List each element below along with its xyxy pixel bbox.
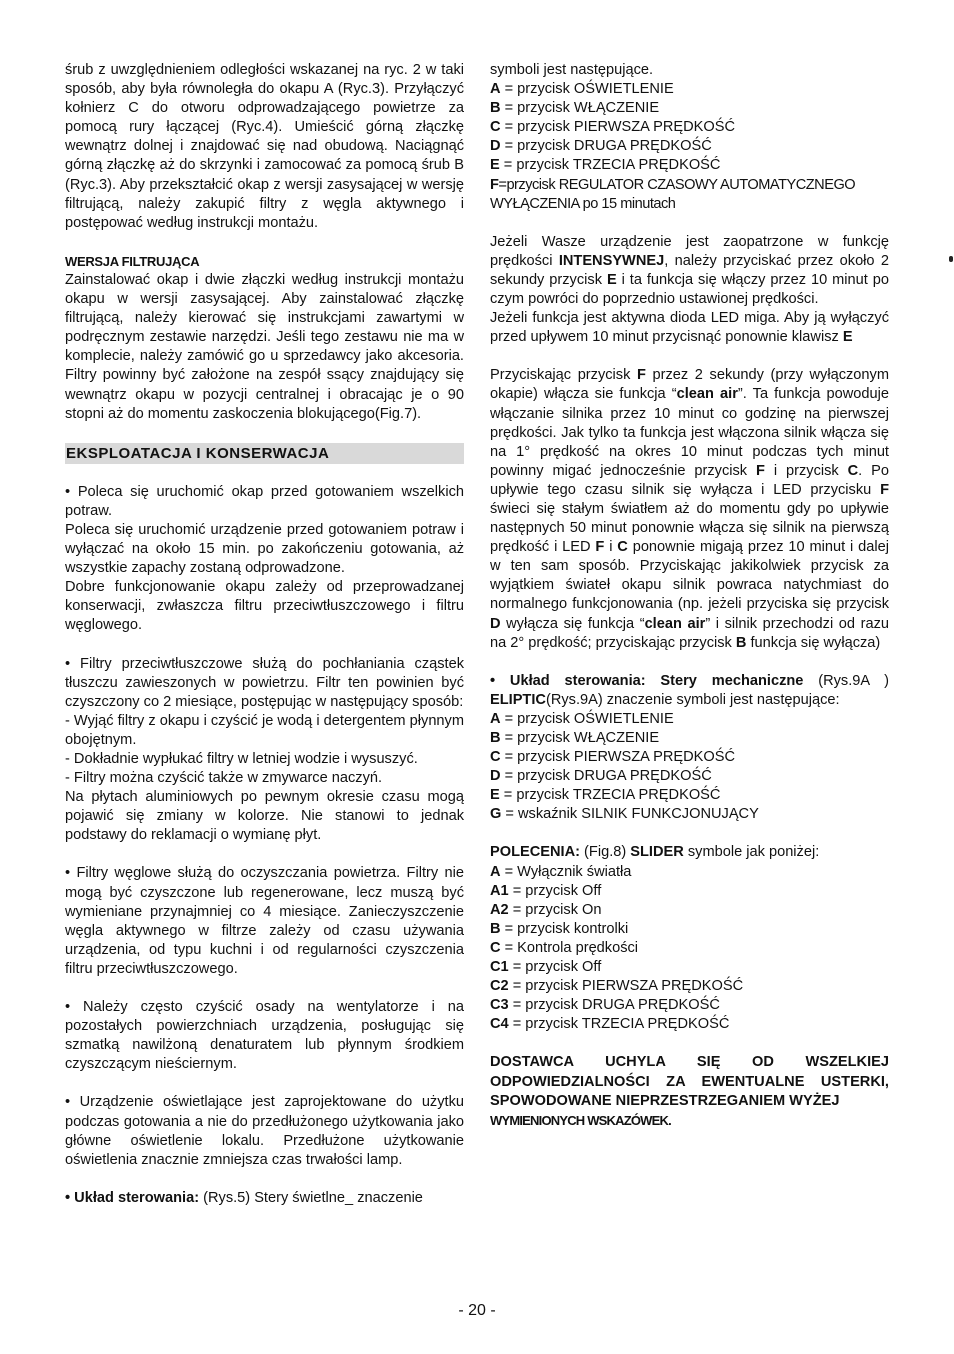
list-item: A = przycisk OŚWIETLENIE — [490, 710, 674, 727]
list-item: B = przycisk kontrolki — [490, 920, 629, 937]
paragraph-filter-version: Zainstalować okap i dwie złączki według instrukcji montażu okapu w wersji zasysającej. Aby zainstalować złączkę filtrującą, należy kierować się instrukcjami zawartymi w podręcznym zestawie narzędzi. Jeśli tego zestawu nie ma w komplecie, należy zamówić go u sprzedawcy jako akcesoria. Filtry powinny być założone na zespół ssący znajdujący się wewnątrz okapu w pozycji centralnej i obracając je o 90 stopni aż do momentu zaskoczenia blokującego(Fig.7). — [65, 271, 464, 422]
symbol-list-slider — [490, 863, 889, 1035]
control-system-label: • Układ sterowania: — [65, 1189, 200, 1206]
paragraph-mechanical-controls: • Układ sterowania: Stery mechaniczne (Rys.9A ) ELIPTIC(Rys.9A) znaczenie symboli jest następujące: — [490, 672, 890, 708]
paragraph-installation: śrub z uwzględnieniem odległości wskazanej na ryc. 2 w taki sposób, aby była równoległa do okapu A (Ryc.3). Przyłączyć kołnierz C do otworu odprowadzającego powietrze za pomocą rury łączącej (Ryc.4). Umieścić górną złączkę wewnątrz dolnej i znajdować się nad obudową. Naciągnąć górną złączkę aż do skrzynki i zamocować za pomocą śrub B (Ryc.3). Aby przekształcić okap z wersji zasysającej w wersję filtrującą, należy zakupić filtry z węgla aktywnego i postępować według instrukcji montażu. — [65, 62, 464, 231]
list-item: C = Kontrola prędkości — [490, 939, 639, 956]
section-title: EKSPLOATACJA I KONSERWACJA — [65, 443, 464, 464]
paragraph-grease-filters: • Filtry przeciwtłuszczowe służą do pochłaniania cząstek tłuszczu zawieszonych w powietrzu. Filtr ten powinien być czyszczony co 2 miesiące, postępując w następujący sposób: — [65, 655, 464, 710]
list-item: B = przycisk WŁĄCZENIE — [490, 100, 660, 117]
paragraph-start-before-cooking: • Poleca się uruchomić okap przed gotowaniem wszelkich potraw. — [65, 483, 464, 519]
paragraph-led-blinks: Jeżeli funkcja jest aktywna dioda LED miga. Aby ją wyłączyć przed upływem 10 minut przycisnąć ponownie klawisz E — [490, 310, 889, 346]
list-item: D = przycisk DRUGA PRĘDKOŚĆ — [490, 768, 712, 785]
list-item: C2 = przycisk PIERWSZA PRĘDKOŚĆ — [490, 978, 744, 995]
paragraph-clean-fan: • Należy często czyścić osady na wentylatorze i na pozostałych powierzchniach urządzenia, posługując się szmatką nawilżoną denaturatem lub płynnym środkiem czyszczącym nieściernym. — [65, 999, 464, 1073]
list-item: C = przycisk PIERWSZA PRĘDKOŚĆ — [490, 119, 736, 136]
paragraph-maintenance: Dobre funkcjonowanie okapu zależy od przeprowadzanej konserwacji, zwłaszcza filtru przeciwtłuszczowego i filtru węglowego. — [65, 579, 464, 634]
list-item: B = przycisk WŁĄCZENIE — [490, 730, 660, 746]
list-item: C1 = przycisk Off — [490, 959, 602, 976]
list-item: A = Wyłącznik światła — [490, 863, 632, 880]
paragraph-carbon-filters: • Filtry węglowe służą do oczyszczania powietrza. Filtry nie mogą być czyszczone lub regenerowane, lecz muszą być wymieniane przynajmniej co 4 miesiące. Zanieczyszczenie węgla aktywnego w filtrze zależy od czasu używania urządzenia, od typu kuchni i od regularności czyszczenia filtru przeciwtłuszczowego. — [65, 865, 464, 977]
paragraph-intensive: Jeżeli Wasze urządzenie jest zaopatrzone w funkcję prędkości INTENSYWNEJ, należy przyciskać przez około 2 sekundy przycisk E i ta funkcja się włączy przez 10 minut po czym powróci do poprzednio ustawionej prędkości. — [490, 233, 889, 308]
right-column — [490, 61, 889, 1130]
symbol-list-mechanical — [490, 710, 889, 825]
list-item: A = przycisk OŚWIETLENIE — [490, 81, 674, 98]
edge-mark — [949, 256, 953, 262]
paragraph-clean-air: Przyciskając przycisk F przez 2 sekundy (przy wyłączonym okapie) włącza sie funkcja “clean air”. Ta funkcja powoduje włączanie silnika przez 10 minut co godzinę na pierwszej prędkości. Jak tylko ta funkcja jest włączona silnik włącza się na 1° prędkość na okres 10 minut podczas tych minut powinny migać jednocześnie przycisk F i przycisk C. Po upływie tego czasu silnik się wyłącza i LED przycisku F świeci się stałym światłem aż do momentu gdy po upływie następnych 50 minut ponownie włącza się silnik na pierwszą prędkość i LED F i C ponownie migają przez 10 minut i dalej w ten sam sposób. Przyciskając jakikolwiek przycisk za wyjątkiem świateł okapu silnik powraca natychmiast do normalnego funkcjonowania (np. jeżeli przyciska się przycisk D wyłącza się funkcja “clean air” i silnik przechodzi od razu na 2° prędkość; przyciskając przycisk B funkcja się wyłącza) — [490, 367, 890, 651]
liability-disclaimer: DOSTAWCA UCHYLA SIĘ OD WSZELKIEJ ODPOWIEDZIALNOŚCI ZA EWENTUALNE USTERKI, SPOWODOWANE NIEPRZESTRZEGANIEM WYŻEJ — [490, 1054, 889, 1109]
list-item: E = przycisk TRZECIA PRĘDKOŚĆ — [490, 787, 721, 804]
paragraph-grease-step-1: - Wyjąć filtry z okapu i czyścić je wodą i detergentem płynnym obojętnym. — [65, 712, 464, 748]
list-item: G = wskaźnik SILNIK FUNKCJONUJĄCY — [490, 806, 759, 823]
control-system-text: (Rys.5) Stery świetlne_ znaczenie — [199, 1189, 423, 1206]
symbols-intro: symboli jest następujące. — [490, 62, 654, 78]
list-item: C = przycisk PIERWSZA PRĘDKOŚĆ — [490, 749, 736, 766]
page-number: - 20 - — [458, 1302, 496, 1319]
paragraph-control-system-intro — [65, 1189, 464, 1208]
list-item: D = przycisk DRUGA PRĘDKOŚĆ — [490, 138, 712, 155]
paragraph-lighting: • Urządzenie oświetlające jest zaprojektowane do użytku podczas gotowania a nie do przedłużonego użytkowania jako główne oświetlenie lokalu. Przedłużone użytkowanie oświetlenia znacznie zmniejsza czas trwałości lamp. — [65, 1094, 464, 1168]
paragraph-aluminium-note: Na płytach aluminiowych po pewnym okresie czasu mogą pojawić się zmiany w kolorze. Nie stanowi to jednak podstawy do reklamacji o wymianę płyt. — [65, 789, 464, 844]
symbol-list-lights — [490, 80, 889, 214]
heading-wersja-filtrujaca: WERSJA FILTRUJĄCA — [65, 253, 200, 269]
paragraph-run-after-cooking: Poleca się uruchomić urządzenie przed gotowaniem potraw i wyłączać na około 15 min. po zakończeniu gotowania, aż wszystkie zapachy zostaną odprowadzone. — [65, 521, 464, 577]
list-item: C3 = przycisk DRUGA PRĘDKOŚĆ — [490, 997, 720, 1014]
paragraph-slider-commands: POLECENIA: (Fig.8) SLIDER symbole jak poniżej: — [490, 844, 820, 861]
list-item: A1 = przycisk Off — [490, 882, 602, 899]
paragraph-grease-step-2: - Dokładnie wypłukać filtry w letniej wodzie i wysuszyć. — [65, 751, 418, 767]
list-item: F=przycisk REGULATOR CZASOWY AUTOMATYCZNEGO WYŁĄCZENIA po 15 minutach — [490, 176, 856, 212]
left-column — [65, 61, 464, 1208]
list-item: A2 = przycisk On — [490, 901, 602, 918]
list-item: C4 = przycisk TRZECIA PRĘDKOŚĆ — [490, 1016, 730, 1033]
list-item: E = przycisk TRZECIA PRĘDKOŚĆ — [490, 157, 721, 174]
liability-disclaimer-end: WYMIENIONYCH WSKAZÓWEK. — [490, 1112, 671, 1128]
paragraph-grease-step-3: - Filtry można czyścić także w zmywarce naczyń. — [65, 770, 383, 787]
